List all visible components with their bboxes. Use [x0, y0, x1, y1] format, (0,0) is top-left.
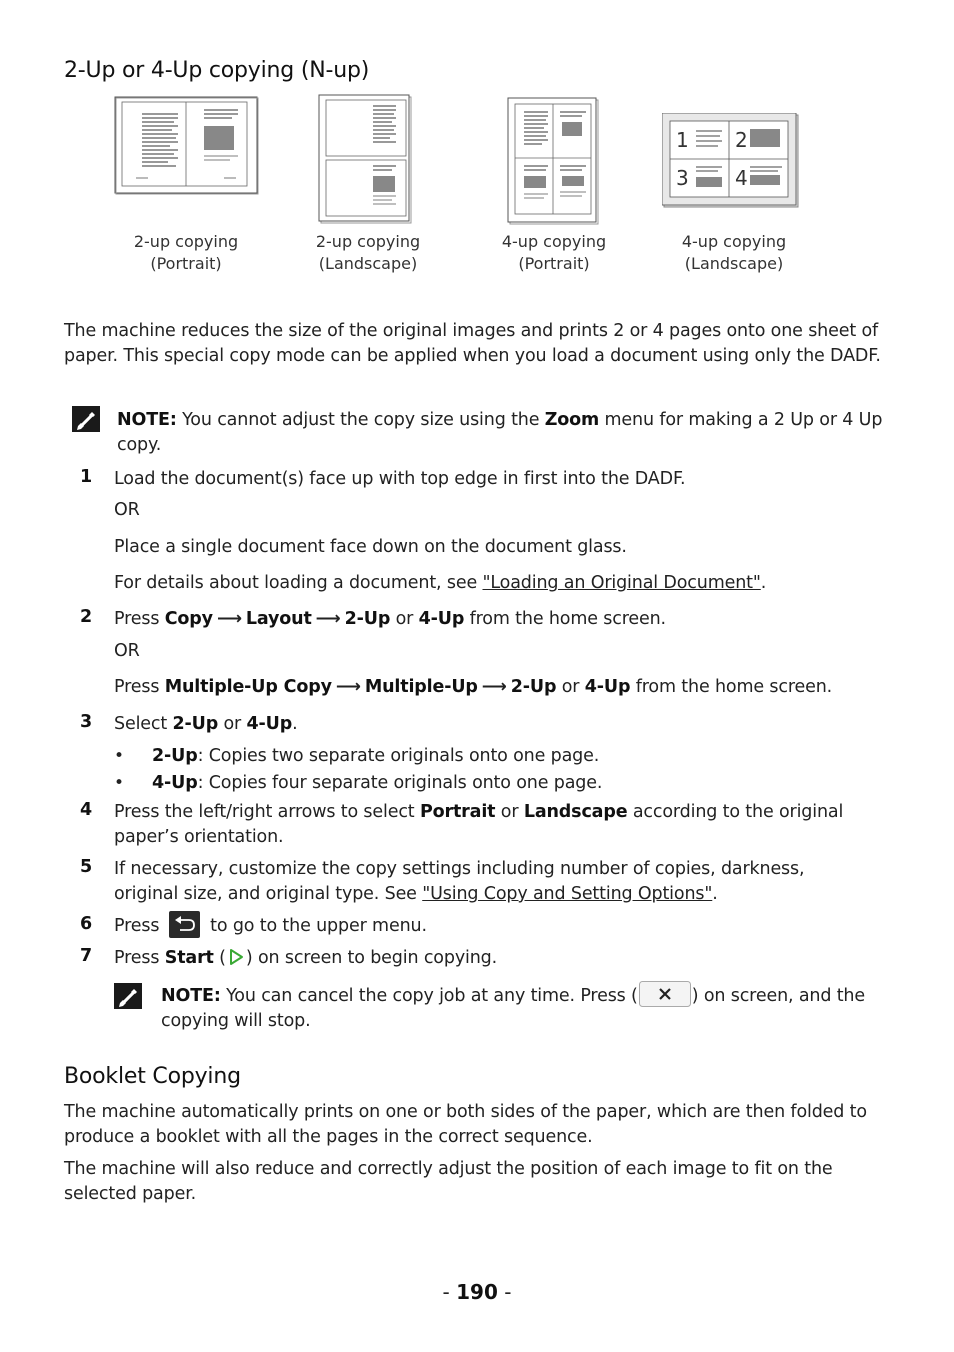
note-text: ) on screen, and the copying will stop.: [161, 986, 865, 1031]
step-text: Press: [114, 677, 165, 697]
caption-2up-landscape: [298, 231, 438, 275]
caption-line: 4-up copying: [681, 232, 787, 251]
step-number: 3: [80, 712, 93, 732]
step1-or: OR: [114, 500, 140, 520]
play-icon: [227, 947, 245, 967]
step1-text: Load the document(s) face up with top edge in first into the DADF.: [114, 469, 686, 489]
step-number: 4: [80, 800, 93, 820]
thumb-number: 3: [676, 166, 689, 190]
step-text: or: [218, 714, 247, 734]
step-number: 6: [80, 914, 93, 934]
two-up-option: 2-Up: [510, 677, 557, 697]
arrow-right-icon: ⟶: [216, 609, 242, 629]
page-number-suffix: -: [497, 1280, 512, 1304]
bullet-text: : Copies two separate originals onto one page.: [197, 746, 600, 766]
copy-menu: Copy: [164, 609, 213, 629]
booklet-paragraph-2: The machine will also reduce and correctly adjust the position of each image to fit on the selected paper.: [64, 1159, 833, 1204]
caption-line: (Landscape): [318, 254, 418, 273]
caption-line: (Portrait): [150, 254, 222, 273]
two-up-option: 2-Up: [152, 746, 198, 766]
page-number-prefix: -: [442, 1280, 457, 1304]
step-text: from the home screen.: [630, 677, 833, 697]
four-up-option: 4-Up: [246, 714, 293, 734]
note-pencil-icon: [72, 406, 100, 432]
step-text: or: [495, 802, 524, 822]
bullet-4up: [152, 771, 892, 796]
layout-menu: Layout: [245, 609, 312, 629]
step-text: (: [213, 948, 226, 968]
step1-details: [114, 571, 894, 596]
step-text: Press: [114, 948, 165, 968]
portrait-option: Portrait: [419, 802, 496, 822]
step-text: Press the left/right arrows to select: [114, 802, 420, 822]
caption-line: 2-up copying: [133, 232, 239, 251]
note-text: You cannot adjust the copy size using the: [176, 410, 545, 430]
page-number-value: 190: [456, 1280, 498, 1304]
four-up-option: 4-Up: [418, 609, 465, 629]
step-text: Select: [114, 714, 173, 734]
bullet-2up: [152, 744, 892, 769]
caption-4up-landscape: [664, 231, 804, 275]
step4-text: [114, 800, 894, 850]
copy-options-link[interactable]: "Using Copy and Setting Options": [422, 884, 713, 904]
step-number: 5: [80, 857, 93, 877]
step-text: If necessary, customize the copy settings including number of copies, darkness, original size, and original type. See: [114, 859, 805, 904]
two-up-option: 2-Up: [344, 609, 391, 629]
step-number: 2: [80, 607, 93, 627]
thumbnail-2up-portrait: [112, 94, 260, 196]
booklet-copying-title: Booklet Copying: [64, 1064, 241, 1089]
section-title: 2-Up or 4-Up copying (N-up): [64, 58, 370, 83]
thumbnail-2up-landscape: [318, 94, 416, 226]
step2-text: [114, 607, 894, 632]
bullet-text: : Copies four separate originals onto one page.: [197, 773, 603, 793]
caption-4up-portrait: [484, 231, 624, 275]
step-text: ) on screen to begin copying.: [245, 948, 498, 968]
note-label: NOTE:: [161, 986, 221, 1006]
landscape-option: Landscape: [523, 802, 628, 822]
arrow-right-icon: ⟶: [335, 677, 361, 697]
note-cancel: [161, 984, 891, 1034]
arrow-right-icon: ⟶: [315, 609, 341, 629]
details-text: .: [760, 573, 767, 593]
thumb-number: 1: [676, 128, 689, 152]
step-text: from the home screen.: [464, 609, 666, 629]
step3-text: [114, 712, 298, 737]
caption-line: (Portrait): [518, 254, 590, 273]
step5-text: [114, 857, 874, 907]
caption-line: (Landscape): [684, 254, 784, 273]
close-icon: [639, 981, 691, 1007]
note-text: menu for making a 2 Up or 4 Up copy.: [117, 410, 883, 455]
step2-alt: [114, 675, 904, 700]
bullet-icon: •: [114, 746, 124, 766]
step1-alt: Place a single document face down on the document glass.: [114, 537, 627, 557]
start-button-name: Start: [164, 948, 214, 968]
note-zoom: [117, 408, 891, 458]
thumbnail-4up-landscape: [662, 113, 800, 209]
booklet-paragraph-1: The machine automatically prints on one or both sides of the paper, which are then folded to produce a booklet with all the pages in the correct sequence.: [64, 1102, 867, 1147]
step6-text: [114, 914, 427, 939]
step-number: 7: [80, 946, 93, 966]
multiple-up-menu: Multiple-Up: [364, 677, 478, 697]
note-text: You can cancel the copy job at any time. Press (: [220, 986, 638, 1006]
arrow-right-icon: ⟶: [481, 677, 507, 697]
step-text: according to the original paper’s orientation.: [114, 802, 844, 847]
step7-text: [114, 946, 497, 971]
thumb-number: 4: [735, 166, 748, 190]
step-text: or: [390, 609, 419, 629]
intro-paragraph: The machine reduces the size of the original images and prints 2 or 4 pages onto one sheet of paper. This special copy mode can be applied when you load a document using only the DADF.: [64, 321, 881, 366]
note-label: NOTE:: [117, 410, 177, 430]
step-text: or: [556, 677, 585, 697]
step-text: Press: [114, 916, 165, 936]
back-icon: [169, 911, 200, 938]
page-number: [0, 1280, 954, 1304]
two-up-option: 2-Up: [172, 714, 219, 734]
loading-document-link[interactable]: "Loading an Original Document": [482, 573, 761, 593]
step-text: .: [292, 714, 298, 734]
thumbnail-4up-portrait: [506, 96, 602, 226]
details-text: For details about loading a document, see: [114, 573, 483, 593]
caption-line: 2-up copying: [315, 232, 421, 251]
caption-line: 4-up copying: [501, 232, 607, 251]
four-up-option: 4-Up: [584, 677, 631, 697]
four-up-option: 4-Up: [152, 773, 198, 793]
multiple-up-copy-menu: Multiple-Up Copy: [164, 677, 332, 697]
thumb-number: 2: [735, 128, 748, 152]
step2-or: OR: [114, 641, 140, 661]
step-text: Press: [114, 609, 165, 629]
bullet-icon: •: [114, 773, 124, 793]
zoom-menu-name: Zoom: [544, 410, 600, 430]
step-text: to go to the upper menu.: [204, 916, 427, 936]
step-text: .: [712, 884, 718, 904]
note-pencil-icon: [114, 983, 142, 1009]
caption-2up-portrait: [116, 231, 256, 275]
step-number: 1: [80, 467, 93, 487]
